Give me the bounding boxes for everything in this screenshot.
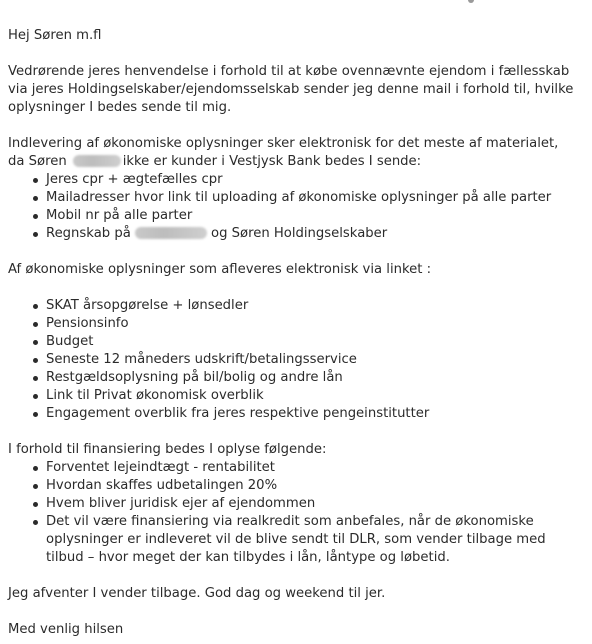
scroll-indicator: [468, 0, 474, 3]
long-item-line: oplysninger er indleveret vil de blive sendt til DLR, som vender tilbage med: [46, 532, 546, 547]
section-documents-lead-a: Indlevering af økonomiske oplysninger sker elektronisk for det meste af materialet,: [8, 136, 559, 151]
list-item: Seneste 12 måneders udskrift/betalingsservice: [46, 351, 586, 369]
intro-paragraph: [8, 63, 586, 117]
list-item: SKAT årsopgørelse + lønsedler: [46, 297, 586, 315]
list-item: Jeres cpr + ægtefælles cpr: [46, 171, 586, 189]
list-item: Restgældsoplysning på bil/bolig og andre lån: [46, 369, 586, 387]
closing: Jeg afventer I vender tilbage. God dag og weekend til jer.: [8, 586, 386, 601]
section-electronic-lead: Af økonomiske oplysninger som afleveres elektronisk via linket :: [8, 262, 432, 277]
section-financing: [8, 441, 586, 567]
documents-list: [8, 171, 586, 243]
financing-list: [8, 459, 586, 567]
redacted-name: [73, 155, 121, 167]
list-item: Mailadresser hvor link til uploading af økonomiske oplysninger på alle parter: [46, 189, 586, 207]
list-item: [46, 225, 586, 243]
list-item: Engagement overblik fra jeres respektive pengeinstitutter: [46, 405, 586, 423]
last-item-start: Regnskab på: [46, 226, 131, 241]
intro-text: Vedrørende jeres henvendelse i forhold til at købe ovennævnte ejendom i fællesskab via jeres Holdingselskaber/ejendomsselskab sender jeg denne mail i forhold til, hvilke oplysninger I bedes sende til mig.: [8, 64, 574, 115]
section-electronic: [8, 261, 586, 423]
list-item: Hvem bliver juridisk ejer af ejendommen: [46, 495, 586, 513]
list-item: [46, 513, 586, 567]
list-item: Forventet lejeindtægt - rentabilitet: [46, 459, 586, 477]
signoff: Med venlig hilsen: [8, 622, 124, 637]
list-item: Budget: [46, 333, 586, 351]
list-item: Link til Privat økonomisk overblik: [46, 387, 586, 405]
long-item-line: Det vil være finansiering via realkredit som anbefales, når de økonomiske: [46, 514, 534, 529]
list-item: Pensionsinfo: [46, 315, 586, 333]
electronic-list: [8, 297, 586, 423]
lead-b-start: da Søren: [8, 154, 67, 169]
list-item: Mobil nr på alle parter: [46, 207, 586, 225]
redacted-company: [135, 227, 207, 239]
section-financing-lead: I forhold til finansiering bedes I oplyse følgende:: [8, 442, 327, 457]
email-body: [8, 27, 586, 639]
list-item: Hvordan skaffes udbetalingen 20%: [46, 477, 586, 495]
section-documents-lead-b: [8, 153, 586, 171]
section-documents: [8, 135, 586, 243]
last-item-end: og Søren Holdingselskaber: [211, 226, 388, 241]
long-item-line: tilbud – hvor meget der kan tilbydes i lån, låntype og løbetid.: [46, 550, 450, 565]
lead-b-end: ikke er kunder i Vestjysk Bank bedes I sende:: [122, 154, 422, 169]
greeting: Hej Søren m.fl: [8, 28, 102, 43]
